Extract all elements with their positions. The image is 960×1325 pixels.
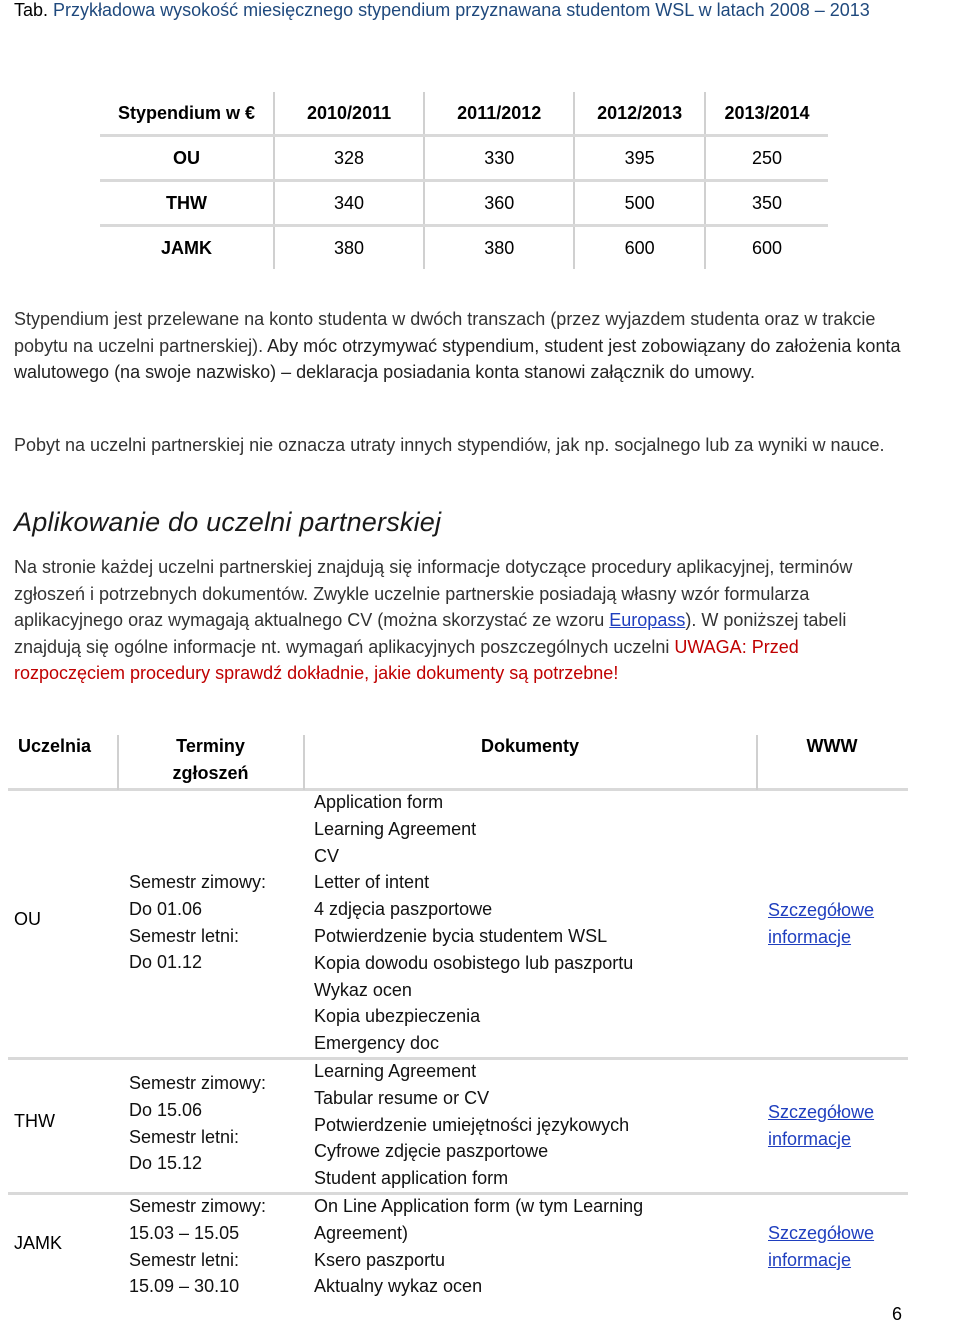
details-link-line[interactable]: informacje — [768, 1128, 852, 1149]
column-divider — [303, 735, 305, 790]
deadline-line: Do 15.12 — [129, 1153, 203, 1174]
details-link-line[interactable]: Szczegółowe — [768, 900, 875, 920]
deadlines-cell — [129, 1070, 266, 1177]
documents-cell — [314, 1193, 643, 1300]
application-info-paragraph — [14, 554, 914, 687]
deadlines-cell — [129, 869, 266, 976]
stipend-table — [100, 92, 828, 269]
header-terminy — [118, 733, 303, 786]
stipend-header-cell: 2011/2012 — [424, 92, 574, 136]
deadline-line: 15.09 – 30.10 — [129, 1276, 240, 1297]
university-name: JAMK — [14, 1233, 63, 1253]
document-item: Cyfrowe zdjęcie paszportowe — [314, 1141, 549, 1162]
header-terminy-line2: zgłoszeń — [172, 762, 249, 783]
deadline-line: Do 01.06 — [129, 898, 203, 919]
header-www: WWW — [806, 736, 858, 756]
stipend-row — [100, 181, 828, 226]
details-link-thw[interactable] — [768, 1099, 874, 1153]
document-item: Ksero paszportu — [314, 1249, 446, 1270]
document-item: Potwierdzenie bycia studentem WSL — [314, 925, 608, 946]
details-link-line[interactable]: informacje — [768, 926, 852, 947]
stipend-header-row — [100, 92, 828, 136]
deadline-line: Do 15.06 — [129, 1099, 203, 1120]
page-number: 6 — [891, 1304, 902, 1324]
document-item: Wykaz ocen — [314, 979, 412, 1000]
deadline-line: Semestr zimowy: — [129, 1196, 267, 1216]
stipend-cell: 350 — [705, 181, 828, 226]
university-name: THW — [14, 1111, 55, 1131]
details-link-line[interactable]: Szczegółowe — [768, 1223, 875, 1243]
document-item: Student application form — [314, 1168, 509, 1189]
para1b-text: Aby móc otrzymywać stypendium, student jest zobowiązany do założenia konta walutowego (na swoje nazwisko) – deklaracja posiadania konta stanowi załącznik do umowy. — [14, 335, 901, 382]
stipend-transfer-paragraph — [14, 306, 914, 386]
university-name: OU — [14, 909, 41, 929]
stipend-header-cell: 2012/2013 — [574, 92, 705, 136]
deadlines-cell — [129, 1193, 266, 1300]
section-heading: Aplikowanie do uczelni partnerskiej — [14, 507, 442, 537]
caption-text: Przykładowa wysokość miesięcznego stypendium przyznawana studentom WSL w latach 2008 – 2013 — [48, 0, 870, 20]
stipend-cell: 328 — [274, 136, 424, 181]
stipend-cell: 380 — [424, 226, 574, 270]
document-item: Application form — [314, 792, 444, 812]
document-item: Letter of intent — [314, 872, 430, 893]
europass-link[interactable]: Europass — [609, 610, 686, 630]
document-item: Tabular resume or CV — [314, 1087, 490, 1108]
deadline-line: Semestr zimowy: — [129, 1073, 267, 1093]
stipend-cell: 340 — [274, 181, 424, 226]
stipend-cell: 380 — [274, 226, 424, 270]
caption-prefix: Tab. — [14, 0, 49, 20]
document-item: Aktualny wykaz ocen — [314, 1276, 483, 1297]
stipend-cell: 250 — [705, 136, 828, 181]
stipend-row-label: JAMK — [160, 237, 212, 258]
details-link-line[interactable]: Szczegółowe — [768, 1102, 875, 1122]
details-link-jamk[interactable] — [768, 1220, 874, 1274]
stipend-cell: 600 — [705, 226, 828, 270]
table-caption — [14, 0, 914, 24]
documents-cell — [314, 1058, 629, 1192]
other-stipends-paragraph: Pobyt na uczelni partnerskiej nie oznacza utraty innych stypendiów, jak np. socjalnego lub za wyniki w nauce. — [14, 435, 885, 455]
stipend-row-label: THW — [166, 192, 207, 213]
deadline-line: 15.03 – 15.05 — [129, 1222, 240, 1243]
deadline-line: Do 01.12 — [129, 952, 203, 973]
document-item: Learning Agreement — [314, 1061, 477, 1081]
details-link-line[interactable]: informacje — [768, 1249, 852, 1270]
stipend-cell: 600 — [574, 226, 705, 270]
stipend-row-label: OU — [172, 147, 200, 168]
stipend-header-cell: Stypendium w € — [117, 102, 255, 123]
stipend-cell: 360 — [424, 181, 574, 226]
deadline-line: Semestr zimowy: — [129, 872, 267, 892]
document-item: Potwierdzenie umiejętności językowych — [314, 1114, 630, 1135]
document-item: Learning Agreement — [314, 818, 477, 839]
stipend-cell: 500 — [574, 181, 705, 226]
document-item: Kopia ubezpieczenia — [314, 1006, 481, 1027]
warning-text: UWAGA: Przed rozpoczęciem procedury sprawdź dokładnie, jakie dokumenty są potrzebne! — [14, 636, 799, 683]
header-dokumenty: Dokumenty — [480, 736, 579, 756]
header-uczelnia: Uczelnia — [18, 736, 92, 756]
column-divider — [756, 735, 758, 790]
document-item: CV — [314, 845, 340, 866]
document-item: 4 zdjęcia paszportowe — [314, 899, 493, 920]
documents-cell — [314, 789, 633, 1057]
para3-text-a: Na stronie każdej uczelni partnerskiej znajdują się informacje dotyczące procedury aplikacyjnej, terminów zgłoszeń i potrzebnych dokumentów. Zwykle uczelnie partnerskie posiadają własny wzór formularza aplikacyjnego oraz wymagają aktualnego CV (można skorzystać ze wzoru — [14, 557, 853, 630]
stipend-cell: 330 — [424, 136, 574, 181]
deadline-line: Semestr letni: — [129, 1249, 240, 1270]
details-link-ou[interactable] — [768, 897, 874, 951]
header-terminy-line1: Terminy — [176, 736, 245, 756]
document-item: Emergency doc — [314, 1033, 440, 1054]
stipend-row — [100, 136, 828, 181]
stipend-row — [100, 226, 828, 270]
document-item: On Line Application form (w tym Learning — [314, 1196, 644, 1216]
stipend-header-cell: 2013/2014 — [705, 92, 828, 136]
deadline-line: Semestr letni: — [129, 1126, 240, 1147]
para1-text: Stypendium jest przelewane na konto studenta w dwóch transzach (przez wyjazdem studenta oraz w trakcie pobytu na uczelni partnerskiej). — [14, 309, 876, 356]
stipend-header-cell: 2010/2011 — [274, 92, 424, 136]
para3-text-b: ). W poniższej tabeli znajdują się ogólne informacje nt. wymagań aplikacyjnych poszczególnych uczelni — [14, 610, 847, 657]
document-item: Kopia dowodu osobistego lub paszportu — [314, 952, 634, 973]
deadline-line: Semestr letni: — [129, 925, 240, 946]
stipend-cell: 395 — [574, 136, 705, 181]
column-divider — [117, 735, 119, 790]
document-item: Agreement) — [314, 1222, 409, 1243]
